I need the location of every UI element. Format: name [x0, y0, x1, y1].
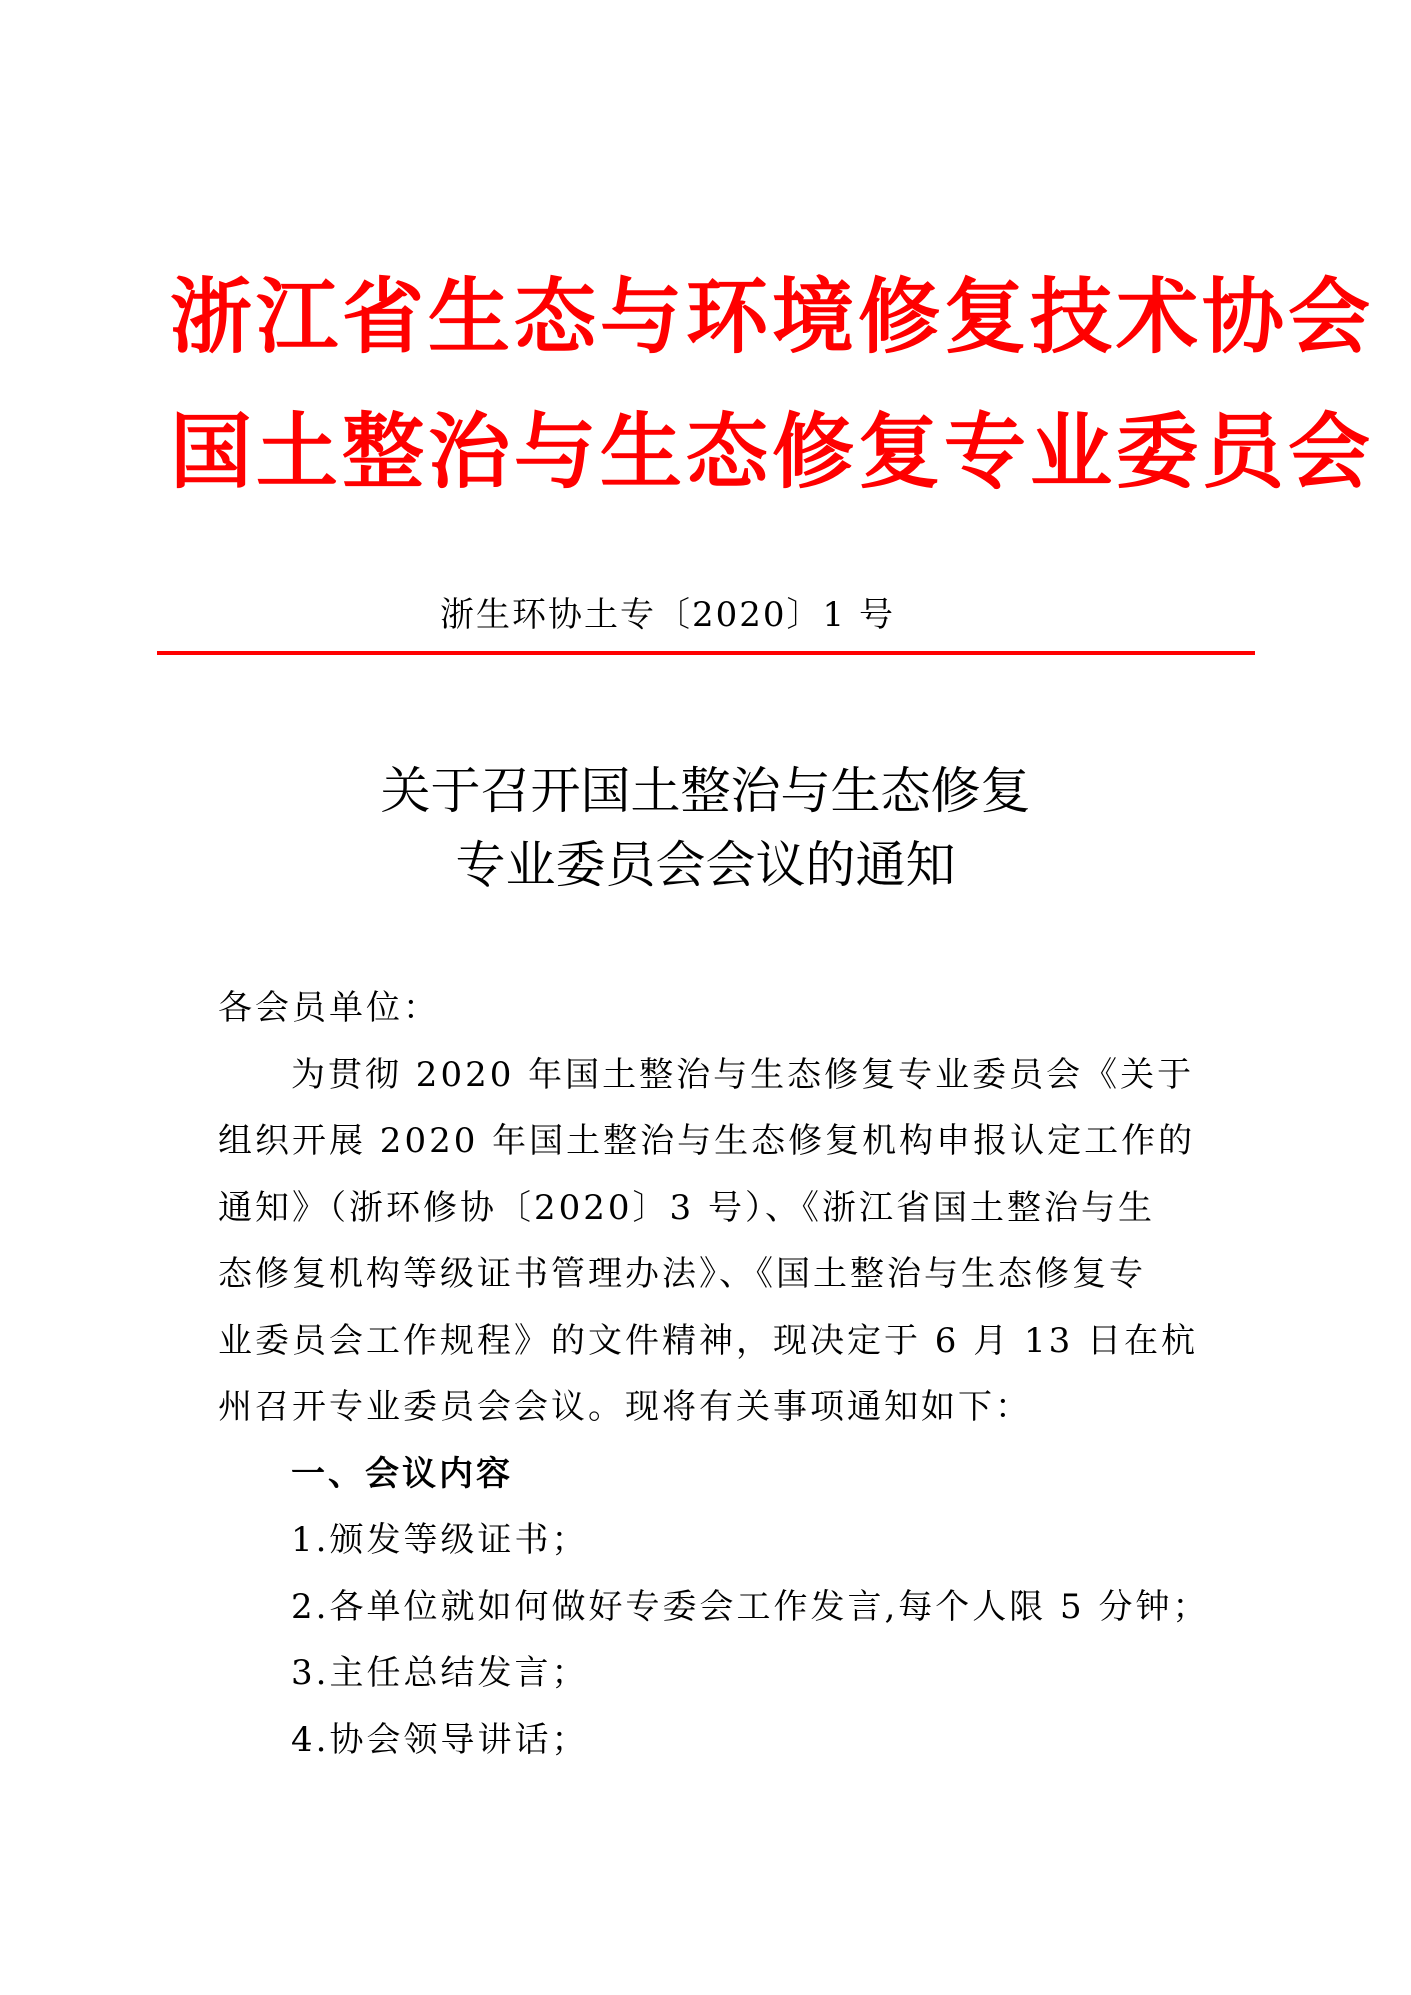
intro-paragraph: [218, 1042, 1204, 1441]
section-heading-meeting-content: 一、会议内容: [291, 1453, 513, 1494]
paragraph-line: 组织开展 2020 年国土整治与生态修复机构申报认定工作的: [218, 1121, 1196, 1161]
paragraph-line: 为贯彻 2020 年国土整治与生态修复专业委员会《关于: [291, 1054, 1195, 1095]
document-body: [218, 975, 1210, 1773]
list-item: 1.颁发等级证书；: [291, 1520, 589, 1560]
list-item: 2.各单位就如何做好专委会工作发言,每个人限 5 分钟；: [291, 1586, 1210, 1627]
salutation: 各会员单位：: [218, 988, 440, 1028]
list-item: 3.主任总结发言；: [291, 1653, 589, 1693]
title-line-1: 关于召开国土整治与生态修复: [380, 762, 1031, 820]
org-name-line-1: 浙江省生态与环境修复技术协会: [170, 270, 1375, 365]
paragraph-line: 州召开专业委员会会议。现将有关事项通知如下：: [218, 1387, 1032, 1427]
paragraph-line: 通知》（浙环修协〔2020〕3 号）、《浙江省国土整治与生: [218, 1187, 1155, 1228]
paragraph-line: 态修复机构等级证书管理办法》、《国土整治与生态修复专: [218, 1254, 1146, 1294]
title-line-2: 专业委员会会议的通知: [455, 836, 956, 894]
document-number: 浙生环协土专〔2020〕1 号: [440, 595, 895, 635]
list-item: 4.协会领导讲话；: [291, 1719, 589, 1760]
red-divider-line: [157, 651, 1255, 655]
meeting-content-list: [218, 1507, 1210, 1773]
paragraph-line: 业委员会工作规程》的文件精神，现决定于 6 月 13 日在杭: [218, 1320, 1199, 1361]
org-name-line-2: 国土整治与生态修复专业委员会: [170, 405, 1375, 500]
